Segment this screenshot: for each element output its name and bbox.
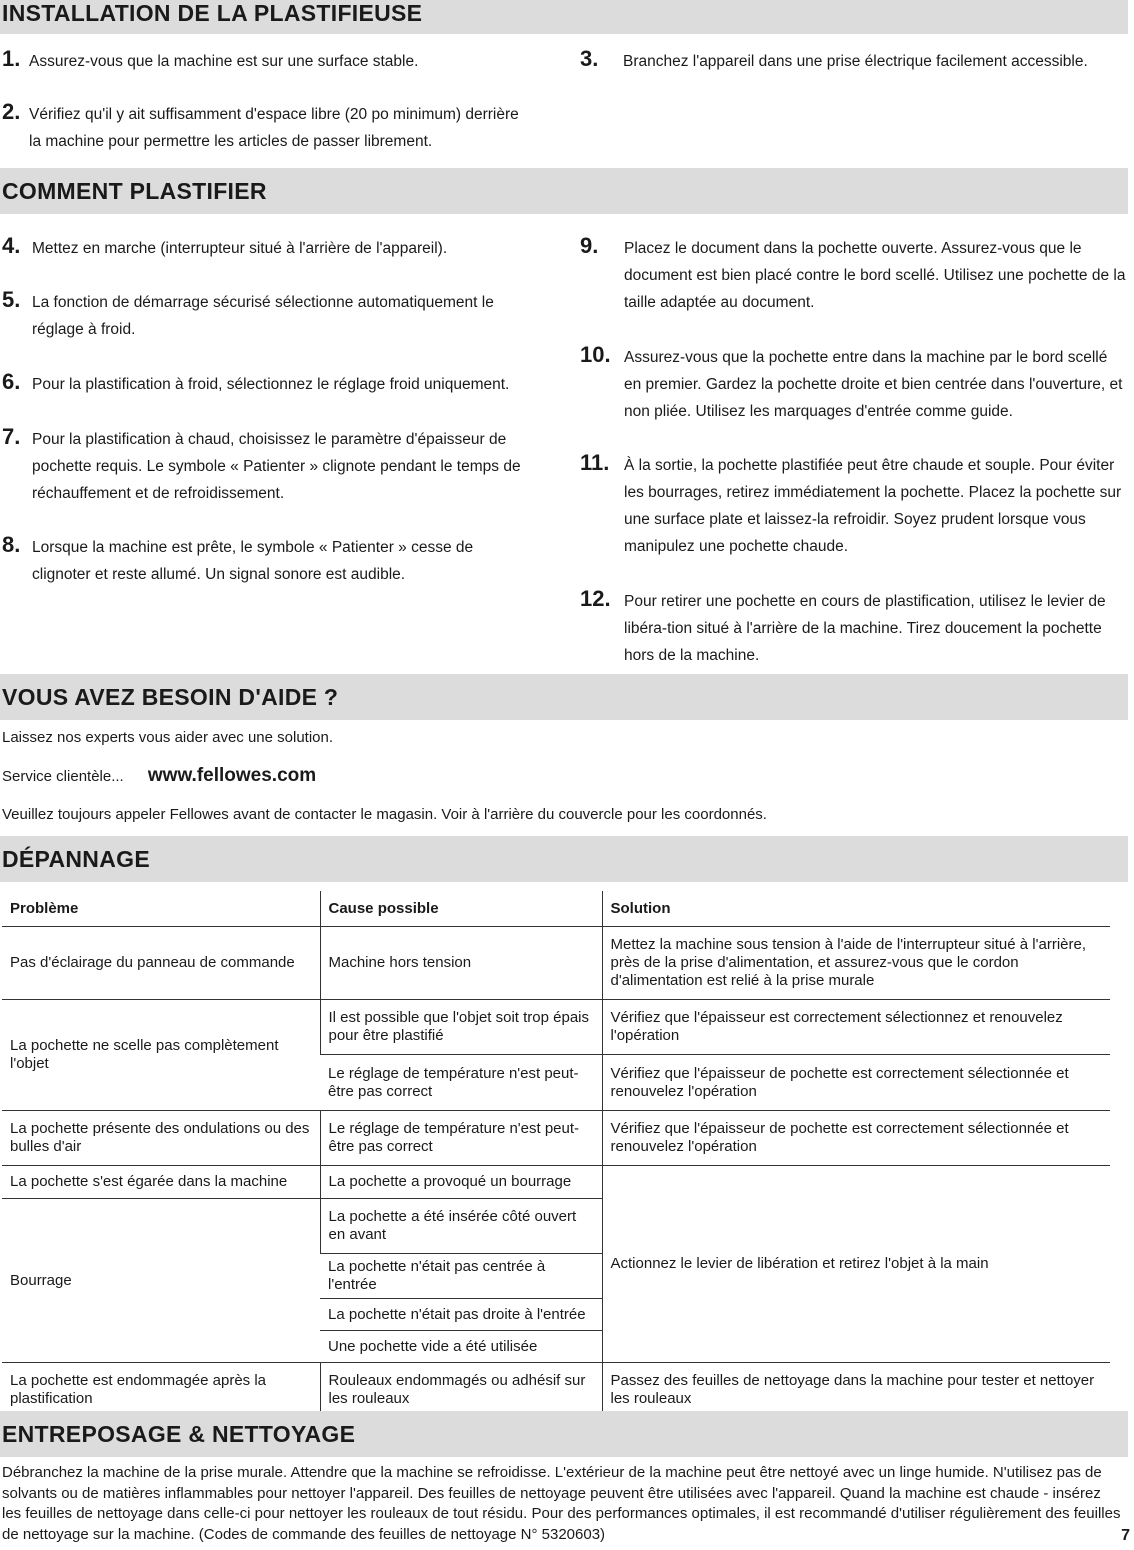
step-text: Pour la plastification à froid, sélectionnez le réglage froid uniquement. bbox=[32, 376, 510, 393]
step-number: 7. bbox=[2, 424, 21, 449]
help-note: Veuillez toujours appeler Fellowes avant de contacter le magasin. Voir à l'arrière du couvercle pour les coordonnés. bbox=[2, 806, 767, 823]
step-text: Assurez-vous que la pochette entre dans la machine par le bord scellé en premier. Gardez la pochette droite et bien centrée dans l'ouverture, et non pliée. Utilisez les marquages d'entrée comme guide. bbox=[624, 349, 1123, 420]
step-2 bbox=[2, 101, 532, 155]
table-row bbox=[2, 1111, 1110, 1166]
step-1 bbox=[2, 48, 532, 75]
step-number: 3. bbox=[580, 46, 599, 71]
step-number: 4. bbox=[2, 233, 21, 258]
cause-cell: La pochette a provoqué un bourrage bbox=[320, 1166, 602, 1199]
problem-cell: Pas d'éclairage du panneau de commande bbox=[2, 927, 320, 1000]
service-label: Service clientèle... bbox=[2, 768, 124, 785]
solution-cell: Actionnez le levier de libération et retirez l'objet à la main bbox=[602, 1166, 1110, 1363]
step-4 bbox=[2, 235, 542, 262]
cause-cell: La pochette n'était pas centrée à l'entrée bbox=[320, 1254, 602, 1299]
problem-cell: La pochette est endommagée après la plastification bbox=[2, 1363, 320, 1418]
storage-text: Débranchez la machine de la prise murale. Attendre que la machine se refroidisse. L'extérieur de la machine peut être nettoyé avec un linge humide. N'utilisez pas de solvants ou de matières inflammables pour nettoyer l'appareil. Des feuilles de nettoyage peuvent être utilisées avec l'appareil. Quand la machine est chaude - insérez les feuilles de nettoyage dans celle-ci pour nettoyer les rouleaux de tout résidu. Pour des performances optimales, il est recommandé d'utiliser régulièrement des feuilles de nettoyage sur la machine. (Codes de commande des feuilles de nettoyage N° 5320603) bbox=[2, 1464, 1121, 1543]
problem-cell: La pochette s'est égarée dans la machine bbox=[2, 1166, 320, 1199]
step-text: Placez le document dans la pochette ouverte. Assurez-vous que le document est bien placé contre le bord scellé. Utilisez une pochette de la taille adaptée au document. bbox=[624, 240, 1126, 311]
cause-cell: Le réglage de température n'est peut-être pas correct bbox=[320, 1111, 602, 1166]
section-header-installation: INSTALLATION DE LA PLASTIFIEUSE bbox=[0, 0, 1128, 34]
header-problem: Problème bbox=[10, 900, 79, 917]
step-12 bbox=[580, 588, 1128, 669]
cause-cell: Rouleaux endommagés ou adhésif sur les rouleaux bbox=[320, 1363, 602, 1418]
step-text: Mettez en marche (interrupteur situé à l'arrière de l'appareil). bbox=[32, 240, 448, 257]
solution-cell: Vérifiez que l'épaisseur de pochette est correctement sélectionnée et renouvelez l'opération bbox=[602, 1111, 1110, 1166]
problem-cell: La pochette ne scelle pas complètement l'objet bbox=[2, 1000, 320, 1111]
cause-cell: Une pochette vide a été utilisée bbox=[320, 1331, 602, 1363]
step-text: Pour retirer une pochette en cours de plastification, utilisez le levier de libéra-tion situé à l'arrière de la machine. Tirez doucement la pochette hors de la machine. bbox=[624, 593, 1106, 664]
step-number: 12. bbox=[580, 586, 611, 611]
cause-cell: Il est possible que l'objet soit trop épais pour être plastifié bbox=[320, 1000, 602, 1055]
solution-cell: Mettez la machine sous tension à l'aide de l'interrupteur situé à l'arrière, près de la prise d'alimentation, et assurez-vous que le cordon d'alimentation est relié à la prise murale bbox=[602, 927, 1110, 1000]
page-number: 7 bbox=[1121, 1527, 1130, 1544]
step-number: 2. bbox=[2, 99, 21, 124]
problem-cell: La pochette présente des ondulations ou des bulles d'air bbox=[2, 1111, 320, 1166]
help-intro: Laissez nos experts vous aider avec une solution. bbox=[2, 729, 334, 746]
troubleshooting-table bbox=[2, 891, 1110, 1418]
step-text: Assurez-vous que la machine est sur une surface stable. bbox=[29, 53, 419, 70]
cause-cell: La pochette a été insérée côté ouvert en avant bbox=[320, 1199, 602, 1254]
help-service bbox=[2, 765, 316, 787]
table-row bbox=[2, 1363, 1110, 1418]
table-header-row bbox=[2, 891, 1110, 927]
solution-cell: Vérifiez que l'épaisseur de pochette est correctement sélectionnée et renouvelez l'opération bbox=[602, 1055, 1110, 1111]
step-text: Vérifiez qu'il y ait suffisamment d'espace libre (20 po minimum) derrière la machine pour permettre les articles de passer librement. bbox=[29, 106, 519, 150]
step-number: 8. bbox=[2, 532, 21, 557]
step-7 bbox=[2, 426, 542, 507]
step-number: 9. bbox=[580, 233, 599, 258]
cause-cell: Le réglage de température n'est peut-être pas correct bbox=[320, 1055, 602, 1111]
step-number: 1. bbox=[2, 46, 21, 71]
step-3 bbox=[580, 48, 1125, 75]
step-10 bbox=[580, 344, 1128, 425]
header-cause: Cause possible bbox=[320, 891, 602, 927]
step-11 bbox=[580, 452, 1128, 560]
section-header-storage: ENTREPOSAGE & NETTOYAGE bbox=[0, 1411, 1128, 1457]
step-text: Branchez l'appareil dans une prise électrique facilement accessible. bbox=[623, 53, 1088, 70]
step-number: 11. bbox=[580, 450, 610, 475]
section-header-laminate: COMMENT PLASTIFIER bbox=[0, 168, 1128, 214]
fellowes-website-link[interactable]: www.fellowes.com bbox=[147, 765, 317, 786]
step-text: Pour la plastification à chaud, choisissez le paramètre d'épaisseur de pochette requis. Le symbole « Patienter » clignote pendant le temps de réchauffement et de refroidissement. bbox=[32, 431, 521, 502]
step-text: La fonction de démarrage sécurisé sélectionne automatiquement le réglage à froid. bbox=[32, 294, 494, 338]
step-5 bbox=[2, 289, 532, 343]
step-number: 6. bbox=[2, 369, 21, 394]
table-row bbox=[2, 927, 1110, 1000]
section-header-troubleshooting: DÉPANNAGE bbox=[0, 836, 1128, 882]
table-row bbox=[2, 1000, 1110, 1055]
step-text: À la sortie, la pochette plastifiée peut être chaude et souple. Pour éviter les bourrages, retirez immédiatement la pochette. Placez la pochette sur une surface plate et laissez-la refroidir. Soyez prudent lorsque vous manipulez une pochette chaude. bbox=[624, 457, 1122, 555]
step-number: 10. bbox=[580, 342, 611, 367]
cause-cell: Machine hors tension bbox=[320, 927, 602, 1000]
step-number: 5. bbox=[2, 287, 21, 312]
solution-cell: Vérifiez que l'épaisseur est correctement sélectionnez et renouvelez l'opération bbox=[602, 1000, 1110, 1055]
step-text: Lorsque la machine est prête, le symbole « Patienter » cesse de clignoter et reste allumé. Un signal sonore est audible. bbox=[32, 539, 474, 583]
problem-cell: Bourrage bbox=[2, 1199, 320, 1363]
solution-cell: Passez des feuilles de nettoyage dans la machine pour tester et nettoyer les rouleaux bbox=[602, 1363, 1110, 1418]
section-header-help: VOUS AVEZ BESOIN D'AIDE ? bbox=[0, 674, 1128, 720]
table-row bbox=[2, 1166, 1110, 1199]
cause-cell: La pochette n'était pas droite à l'entrée bbox=[320, 1299, 602, 1331]
header-solution: Solution bbox=[602, 891, 1110, 927]
step-6 bbox=[2, 371, 542, 398]
step-9 bbox=[580, 235, 1128, 316]
step-8 bbox=[2, 534, 532, 588]
